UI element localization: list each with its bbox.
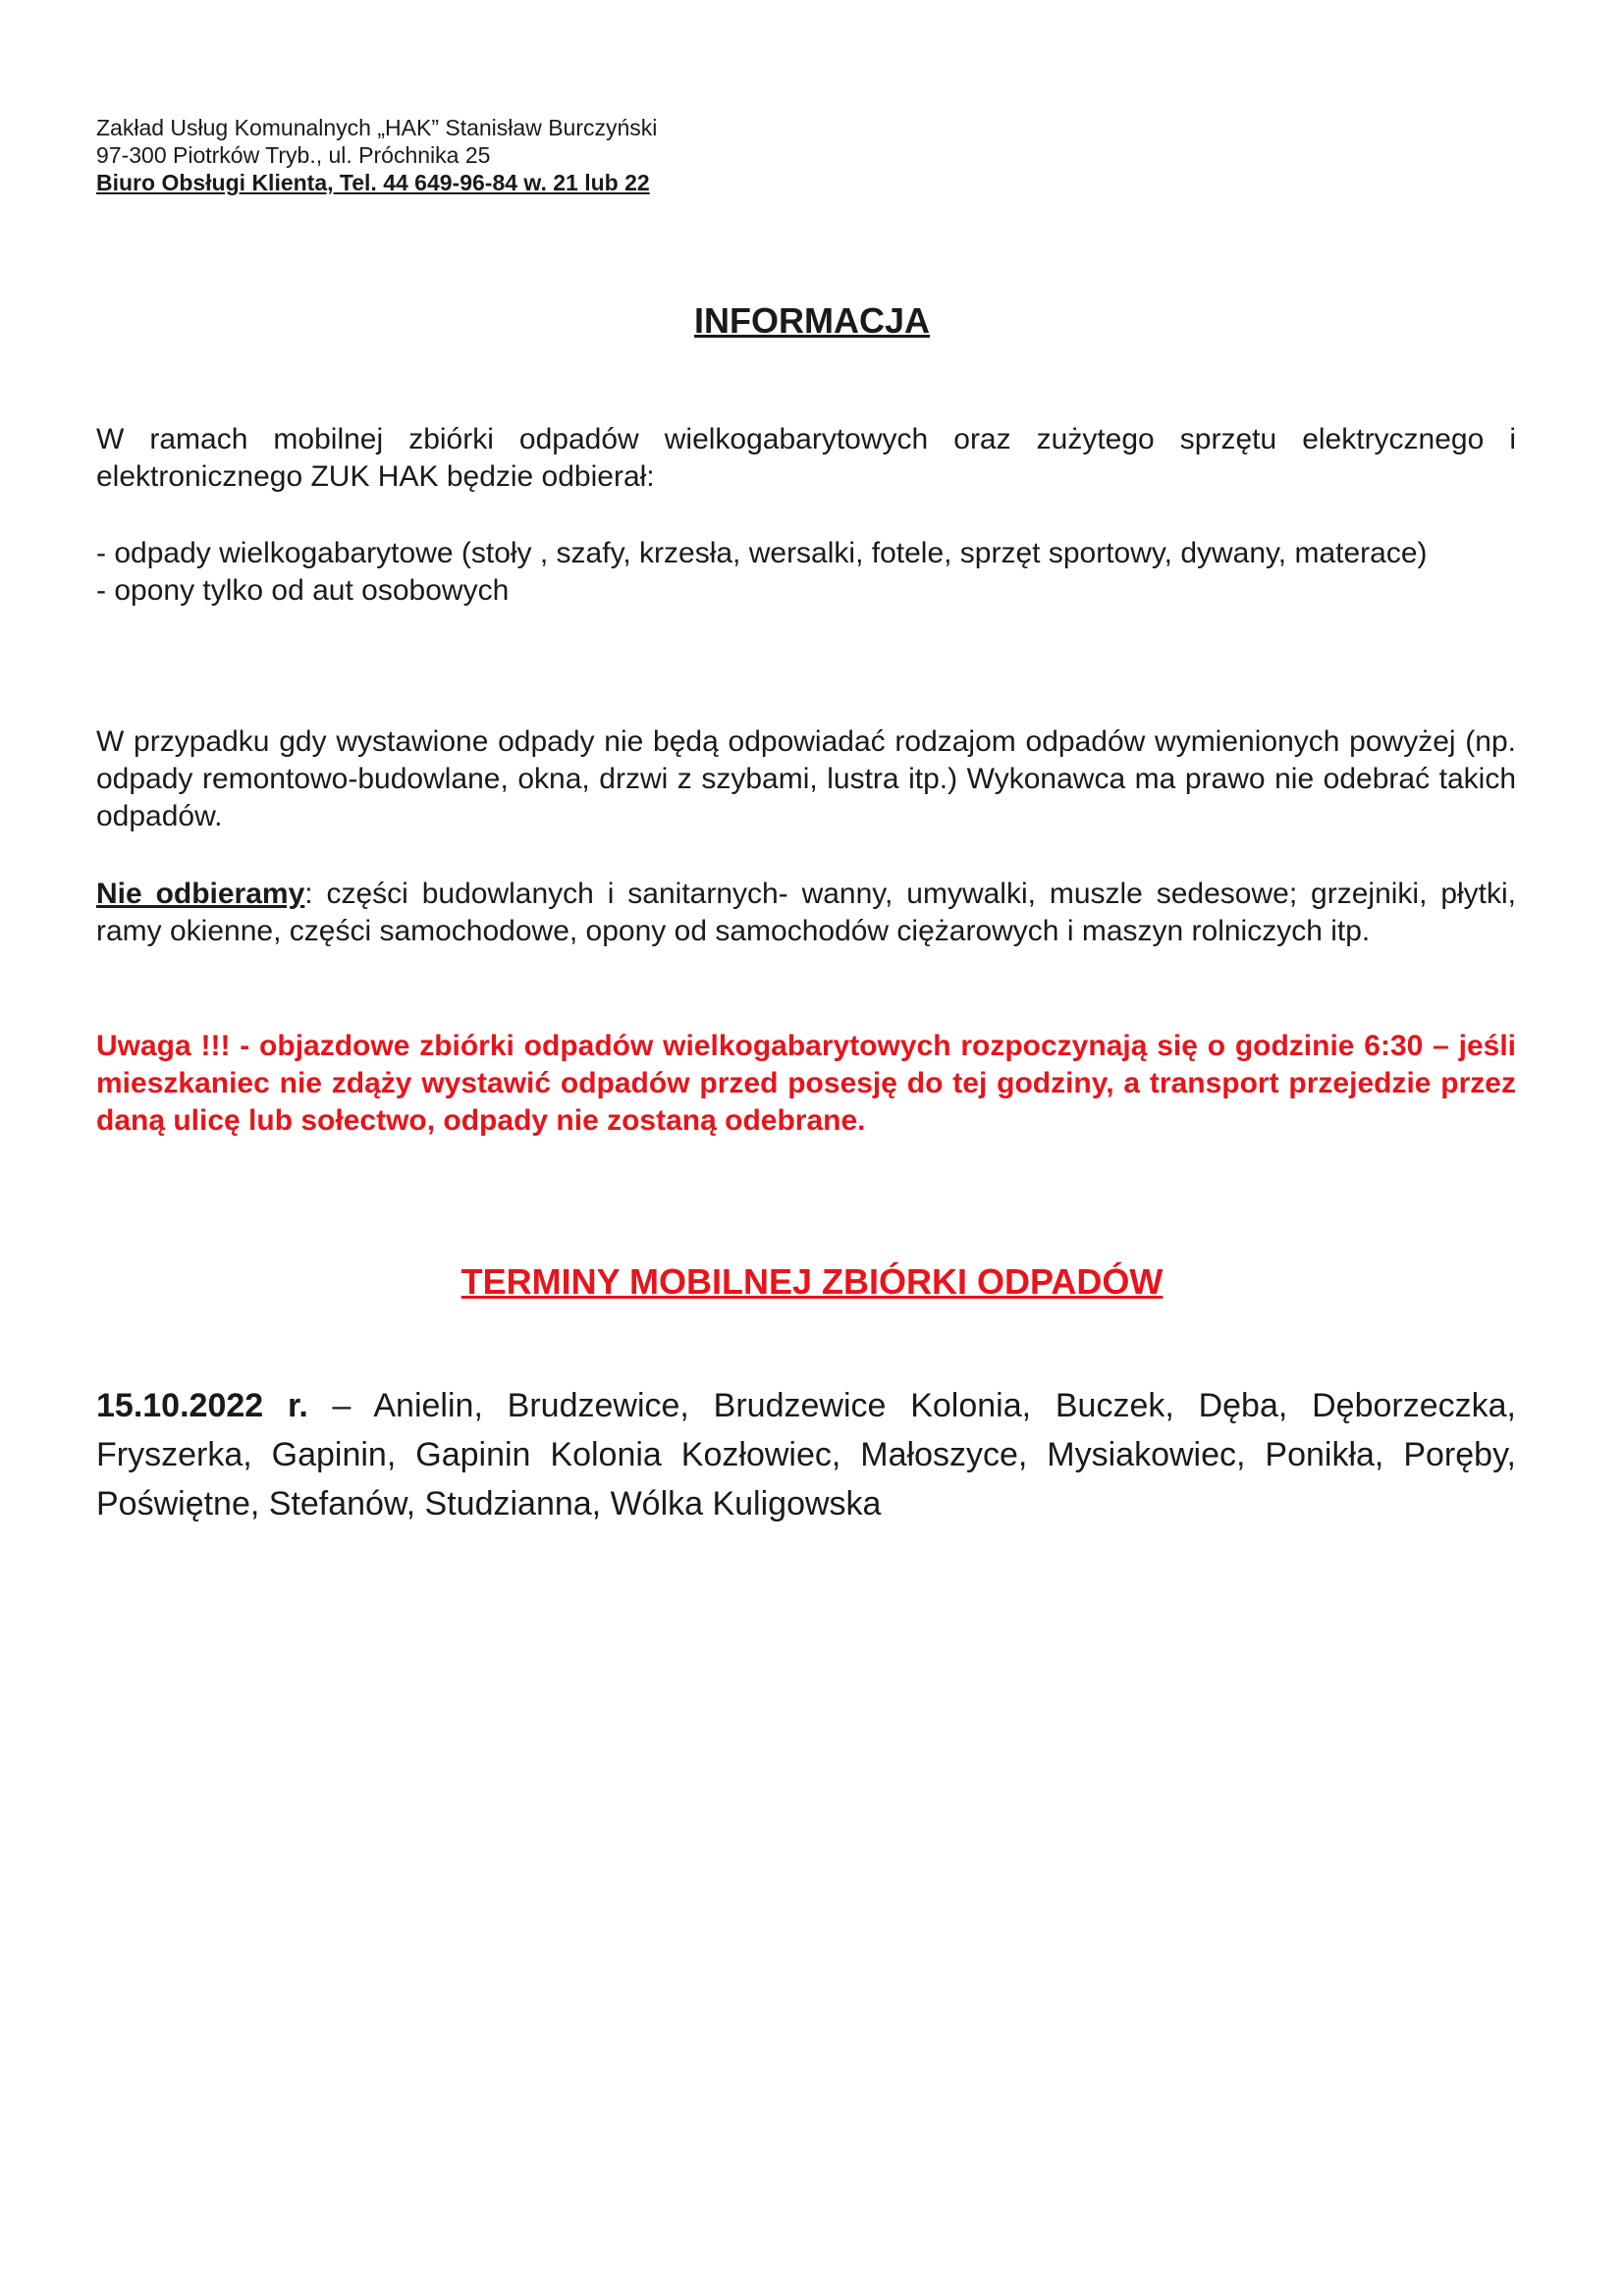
rejection-paragraph: [96, 723, 1516, 835]
rejection-text: W przypadku gdy wystawione odpady nie będą odpowiadać rodzajom odpadów wymienionych powyżej (np. odpady remontowo-budowlane, okna, drzwi z szybami, lustra itp.) Wykonawca ma prawo nie odebrać takich odpadów.: [96, 725, 1516, 832]
list-item: - opony tylko od aut osobowych: [96, 574, 510, 607]
not-collected-text: [96, 876, 1516, 950]
accepted-waste-list: [96, 535, 1516, 610]
schedule-locations: – Anielin, Brudzewice, Brudzewice Kolonia, Buczek, Dęba, Dęborzeczka, Fryszerka, Gapinin, Gapinin Kolonia Kozłowiec, Małoszyce, Mysiakowiec, Ponikła, Poręby, Poświętne, Stefanów, Studzianna, Wólka Kuligowska: [96, 1387, 1516, 1522]
schedule-title: TERMINY MOBILNEJ ZBIÓRKI ODPADÓW: [460, 1261, 1164, 1302]
not-collected-lead: Nie odbieramy: [96, 878, 305, 910]
schedule-entry: [96, 1381, 1516, 1528]
company-name: Zakład Usług Komunalnych „HAK” Stanisław Burczyński: [96, 115, 658, 140]
schedule-date: 15.10.2022 r.: [96, 1387, 308, 1424]
customer-service-contact: Biuro Obsługi Klienta, Tel. 44 649-96-84 w. 21 lub 22: [96, 170, 650, 195]
warning-notice: [96, 1028, 1516, 1140]
intro-paragraph: [96, 421, 1516, 496]
list-item: - odpady wielkogabarytowe (stoły , szafy, krzesła, wersalki, fotele, sprzęt sportowy, dywany, materace): [96, 537, 1428, 569]
warning-text: Uwaga !!! - objazdowe zbiórki odpadów wielkogabarytowych rozpoczynają się o godzinie 6:30 – jeśli mieszkaniec nie zdąży wystawić odpadów przed posesję do tej godziny, a transport przejedzie przez daną ulicę lub sołectwo, odpady nie zostaną odebrane.: [96, 1030, 1516, 1137]
not-collected-list: : części budowlanych i sanitarnych- wanny, umywalki, muszle sedesowe; grzejniki, płytki, ramy okienne, części samochodowe, opony od samochodów ciężarowych i maszyn rolniczych itp.: [96, 878, 1516, 947]
intro-text: W ramach mobilnej zbiórki odpadów wielkogabarytowych oraz zużytego sprzętu elektrycznego i elektronicznego ZUK HAK będzie odbierał:: [96, 423, 1516, 493]
company-header: [96, 114, 657, 196]
page-title: INFORMACJA: [694, 300, 930, 341]
company-address: 97-300 Piotrków Tryb., ul. Próchnika 25: [96, 142, 491, 168]
not-collected-paragraph: [96, 876, 1516, 950]
